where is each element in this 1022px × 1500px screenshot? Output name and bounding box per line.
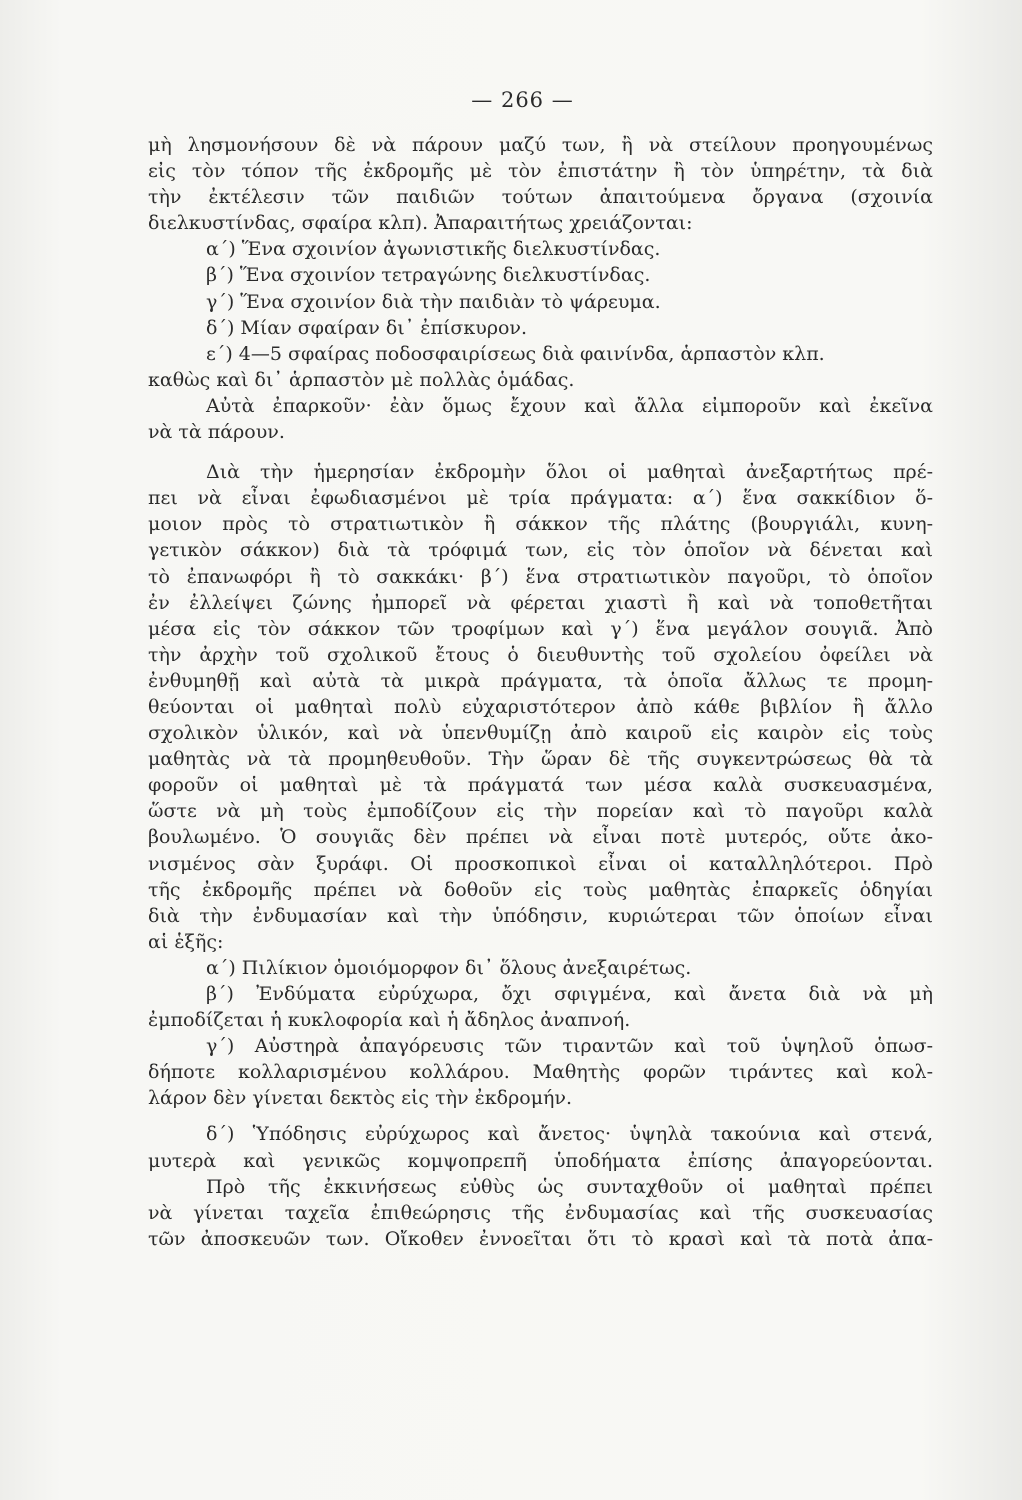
list-item: α´) Ἕνα σχοινίον ἀγωνιστικῆς διελκυστίνδας.: [206, 238, 661, 261]
paragraph-1: [148, 132, 933, 236]
text-line: νὰ γίνεται ταχεῖα ἐπιθεώρησις τῆς ἐνδυμασίας καὶ τῆς συσκευασίας: [148, 1201, 933, 1224]
text-line: τῶν ἀποσκευῶν των. Οἴκοθεν ἐννοεῖται ὅτι τὸ κρασὶ καὶ τὰ ποτὰ ἀπα-: [148, 1227, 933, 1250]
text-line: μέσα εἰς τὸν σάκκον τῶν τροφίμων καὶ γ´) ἕνα μεγάλον σουγιᾶ. Ἀπὸ: [148, 617, 933, 640]
text-line: μοιον πρὸς τὸ στρατιωτικὸν ἢ σάκκον τῆς πλάτης (βουργιάλι, κυνη-: [148, 513, 933, 536]
spacer: [148, 1111, 933, 1121]
text-line: Διὰ τὴν ἡμερησίαν ἐκδρομὴν ὅλοι οἱ μαθηταὶ ἀνεξαρτήτως πρέ-: [206, 461, 933, 484]
list-item: γ´) Αὐστηρὰ ἀπαγόρευσις τῶν τιραντῶν καὶ τοῦ ὑψηλοῦ ὁπωσ-: [206, 1035, 933, 1058]
list-item-continuation: δήποτε κολλαρισμένου κολλάρου. Μαθητὴς φορῶν τιράντες καὶ κολ-: [148, 1061, 933, 1084]
list-item: β´) Ἐνδύματα εὐρύχωρα, ὄχι σφιγμένα, καὶ ἄνετα διὰ νὰ μὴ: [206, 983, 933, 1005]
equipment-list: [148, 236, 933, 393]
list-item-continuation: μυτερὰ καὶ γενικῶς κομψοπρεπῆ ὑποδήματα ἐπίσης ἀπαγορεύονται.: [148, 1149, 933, 1172]
text-line: γετικὸν σάκκον) διὰ τὰ τρόφιμά των, εἰς τὸν ὁποῖον νὰ δένεται καὶ: [148, 539, 933, 562]
text-line: βουλωμένο. Ὁ σουγιᾶς δὲν πρέπει νὰ εἶναι ποτὲ μυτερός, οὔτε ἀκο-: [148, 826, 933, 849]
text-line: εἰς τὸν τόπον τῆς ἐκδρομῆς μὲ τὸν ἐπιστάτην ἢ τὸν ὑπηρέτην, τὰ διὰ: [148, 160, 933, 183]
paragraph-2: [148, 393, 933, 445]
text-line: μὴ λησμονήσουν δὲ νὰ πάρουν μαζύ των, ἢ νὰ στείλουν προηγουμένως: [148, 134, 933, 156]
text-line: αἱ ἑξῆς:: [148, 930, 224, 953]
clothing-list: [148, 955, 933, 1174]
list-item: ε´) 4—5 σφαίρας ποδοσφαιρίσεως διὰ φαινίνδα, ἁρπαστὸν κλπ.: [206, 342, 825, 365]
text-line: διὰ τὴν ἐνδυμασίαν καὶ τὴν ὑπόδησιν, κυριώτεραι τῶν ὁποίων εἶναι: [148, 904, 933, 927]
text-line: τὴν ἐκτέλεσιν τῶν παιδιῶν τούτων ἀπαιτούμενα ὄργανα (σχοινία: [148, 186, 933, 209]
page-number: — 266 —: [471, 88, 574, 112]
paragraph-4: [148, 1174, 933, 1252]
text-line: πει νὰ εἶναι ἐφωδιασμένοι μὲ τρία πράγματα: α´) ἕνα σακκίδιον ὅ-: [148, 487, 933, 510]
text-line: τὴν ἀρχὴν τοῦ σχολικοῦ ἔτους ὁ διευθυντὴς τοῦ σχολείου ὀφείλει νὰ: [148, 643, 933, 666]
text-line: τῆς ἐκδρομῆς πρέπει νὰ δοθοῦν εἰς τοὺς μαθητὰς ἐπαρκεῖς ὁδηγίαι: [148, 878, 933, 901]
text-line: Πρὸ τῆς ἐκκινήσεως εὐθὺς ὡς συνταχθοῦν οἱ μαθηταὶ πρέπει: [206, 1175, 933, 1198]
list-item: δ´) Ὑπόδησις εὐρύχωρος καὶ ἄνετος· ὑψηλὰ τακούνια καὶ στενά,: [206, 1123, 933, 1146]
text-line: μαθητὰς νὰ τὰ προμηθευθοῦν. Τὴν ὥραν δὲ τῆς συγκεντρώσεως θὰ τὰ: [148, 748, 933, 771]
text-line: φοροῦν οἱ μαθηταὶ μὲ τὰ πράγματά των μέσα καλὰ συσκευασμένα,: [148, 774, 933, 797]
page-body: [148, 132, 933, 1252]
list-item: δ´) Μίαν σφαίραν δι᾽ ἐπίσκυρον.: [206, 316, 528, 339]
list-item: α´) Πιλίκιον ὁμοιόμορφον δι᾽ ὅλους ἀνεξαιρέτως.: [206, 956, 692, 979]
list-item-continuation: ἐμποδίζεται ἡ κυκλοφορία καὶ ἡ ἄδηλος ἀναπνοή.: [148, 1009, 631, 1032]
text-line: νὰ τὰ πάρουν.: [148, 421, 285, 444]
text-line: τὸ ἐπανωφόρι ἢ τὸ σακκάκι· β´) ἕνα στρατιωτικὸν παγοῦρι, τὸ ὁποῖον: [148, 565, 933, 588]
list-item-continuation: καθὼς καὶ δι᾽ ἁρπαστὸν μὲ πολλὰς ὁμάδας.: [148, 368, 575, 391]
text-line: νισμένος σὰν ξυράφι. Οἱ προσκοπικοὶ εἶναι οἱ καταλληλότεροι. Πρὸ: [148, 852, 933, 875]
text-line: διελκυστίνδας, σφαίρα κλπ). Ἀπαραιτήτως χρειάζονται:: [148, 212, 693, 235]
list-item: β´) Ἕνα σχοινίον τετραγώνης διελκυστίνδας.: [206, 264, 651, 287]
spacer: [148, 445, 933, 459]
text-line: σχολικὸν ὑλικόν, καὶ νὰ ὑπενθυμίζῃ ἀπὸ καιροῦ εἰς καιρὸν εἰς τοὺς: [148, 722, 933, 745]
text-line: Αὐτὰ ἐπαρκοῦν· ἐὰν ὅμως ἔχουν καὶ ἄλλα εἰμποροῦν καὶ ἐκεῖνα: [206, 394, 933, 417]
text-line: θεύονται οἱ μαθηταὶ πολὺ εὐχαριστότερον ἀπὸ κάθε βιβλίον ἢ ἄλλο: [148, 695, 933, 718]
text-line: ὥστε νὰ μὴ τοὺς ἐμποδίζουν εἰς τὴν πορείαν καὶ τὸ παγοῦρι καλὰ: [148, 800, 933, 823]
text-line: ἐν ἐλλείψει ζώνης ἠμπορεῖ νὰ φέρεται χιαστὶ ἢ καὶ νὰ τοποθετῆται: [148, 591, 933, 614]
list-item: γ´) Ἕνα σχοινίον διὰ τὴν παιδιὰν τὸ ψάρευμα.: [206, 290, 661, 313]
text-line: ἐνθυμηθῇ καὶ αὐτὰ τὰ μικρὰ πράγματα, τὰ ὁποῖα ἄλλως τε προμη-: [148, 669, 933, 692]
list-item-continuation: λάρον δὲν γίνεται δεκτὸς εἰς τὴν ἐκδρομήν.: [148, 1087, 573, 1110]
paragraph-3: [148, 459, 933, 955]
